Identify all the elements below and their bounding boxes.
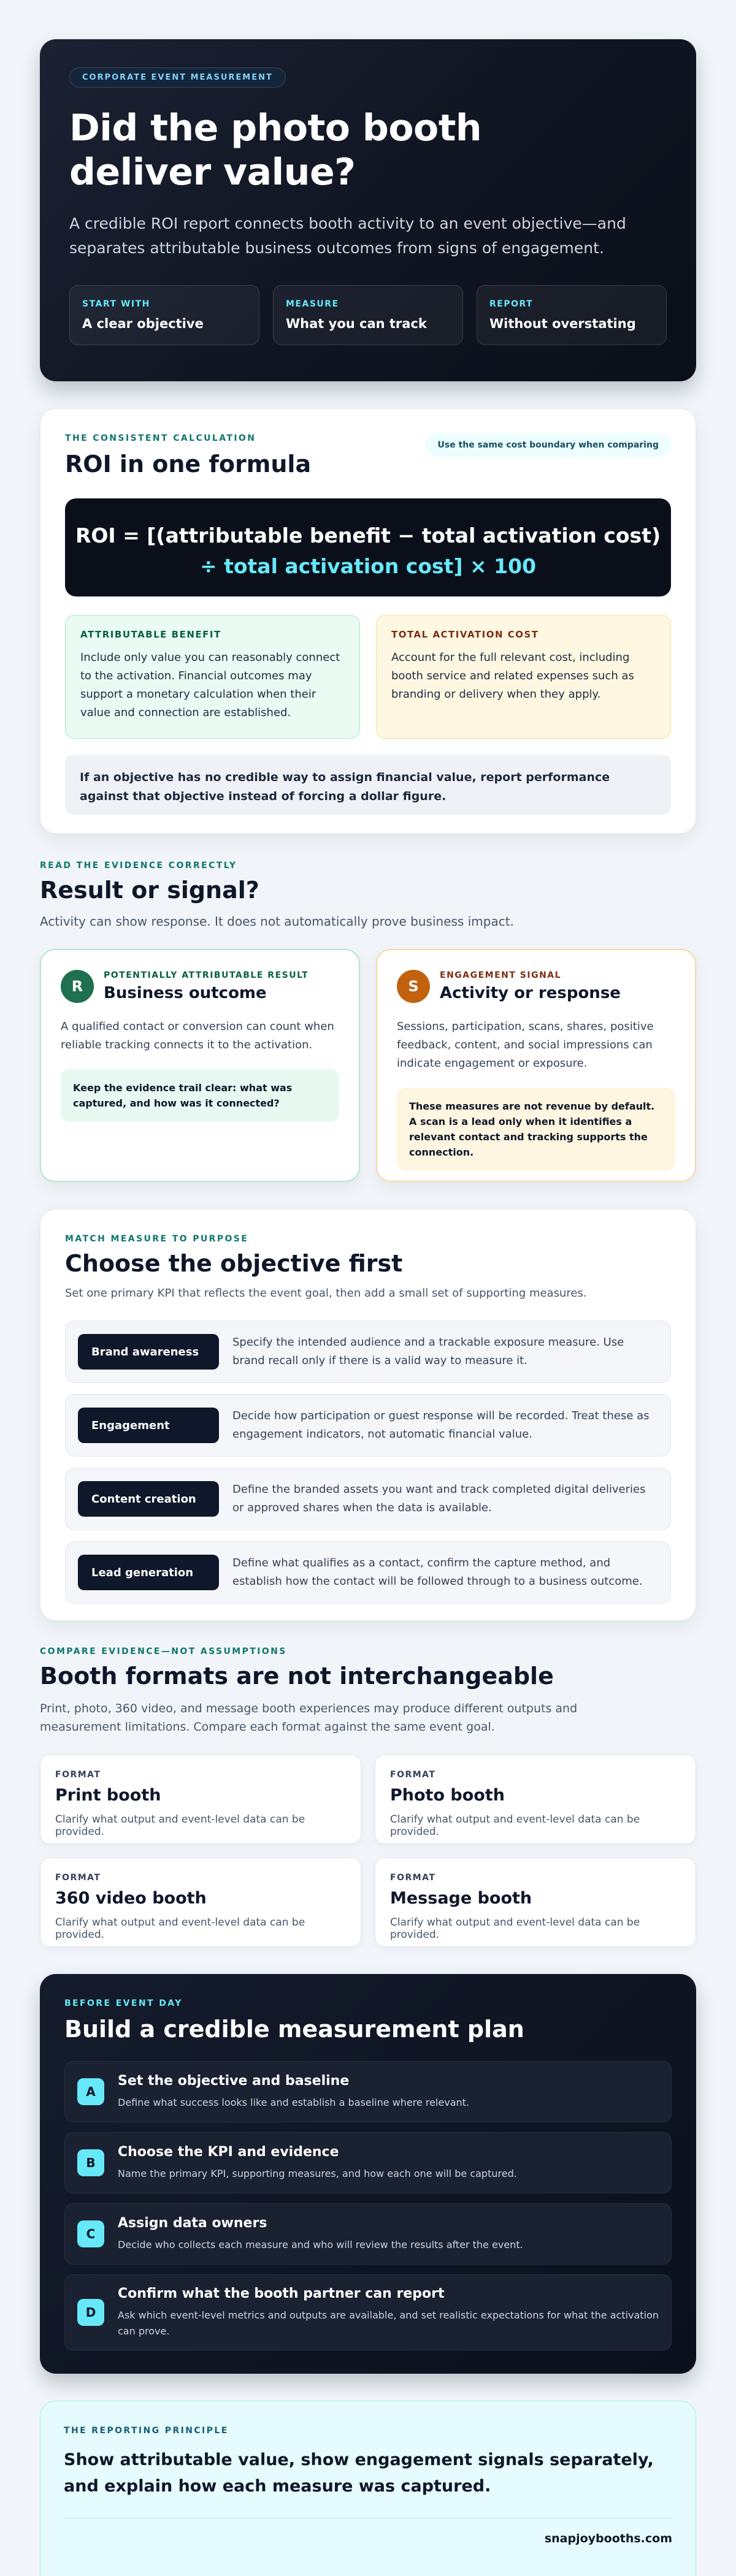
step-badge: D — [77, 2299, 104, 2326]
step-body — [118, 2144, 517, 2182]
card-title: Business outcome — [104, 984, 267, 1002]
format-name: Message booth — [390, 1889, 532, 1908]
signal-badge: S — [397, 970, 430, 1003]
card-title: Activity or response — [440, 984, 621, 1002]
step-description: Decide who collects each measure and who will review the results after the event. — [118, 2238, 523, 2250]
roi-note: If an objective has no credible way to assign financial value, report performance against that objective instead of forcing a dollar figure. — [65, 755, 671, 815]
step-body — [118, 2216, 523, 2253]
formats-grid — [40, 1755, 696, 1947]
hero-card-report — [477, 285, 667, 345]
principle-section — [40, 2401, 696, 2576]
brand-footer: snapjoybooths.com — [544, 2532, 672, 2545]
objective-row-engagement — [65, 1394, 671, 1457]
roi-boxes — [65, 615, 671, 739]
format-kicker: FORMAT — [55, 1873, 101, 1883]
step-body — [118, 2073, 469, 2111]
hero-card-value: A clear objective — [82, 316, 204, 331]
formats-section — [40, 1647, 696, 1947]
box-title: ATTRIBUTABLE BENEFIT — [80, 629, 221, 640]
formats-title: Booth formats are not interchangeable — [40, 1663, 554, 1690]
hero-subtitle: A credible ROI report connects booth activity to an event objective—and separates attributable business outcomes from signs of engagement. — [69, 215, 626, 257]
hero-card-key: MEASURE — [286, 299, 339, 309]
objective-label: Brand awareness — [78, 1334, 219, 1370]
formats-lead: Print, photo, 360 video, and message booth experiences may produce different outputs and measurement limitations. Compare each format against the same event goal. — [40, 1702, 578, 1734]
step-badge: B — [77, 2149, 104, 2176]
evidence-cards — [40, 949, 696, 1182]
objective-section — [40, 1209, 696, 1621]
card-header — [397, 970, 675, 1003]
card-callout: Keep the evidence trail clear: what was captured, and how was it connected? — [61, 1069, 339, 1122]
box-title: TOTAL ACTIVATION COST — [391, 629, 539, 640]
format-card-360-video — [40, 1858, 361, 1947]
hero-card-start — [69, 285, 259, 345]
step-badge: C — [77, 2220, 104, 2247]
card-text: Sessions, participation, scans, shares, positive feedback, content, and social impressions can indicate engagement or exposure. — [397, 1020, 654, 1070]
evidence-kicker: READ THE EVIDENCE CORRECTLY — [40, 861, 237, 871]
step-description: Define what success looks like and establish a baseline where relevant. — [118, 2096, 470, 2108]
objective-label: Content creation — [78, 1481, 219, 1517]
format-description: Clarify what output and event-level data can be provided. — [55, 1916, 305, 1941]
hero-card-key: START WITH — [82, 299, 150, 309]
step-badge: A — [77, 2078, 104, 2105]
formula-line-2: ÷ total activation cost] × 100 — [199, 554, 537, 578]
step-title: Assign data owners — [118, 2215, 267, 2231]
objective-lead: Set one primary KPI that reflects the event goal, then add a small set of supporting measures. — [65, 1287, 587, 1300]
format-description: Clarify what output and event-level data can be provided. — [390, 1916, 640, 1941]
hero-kicker: CORPORATE EVENT MEASUREMENT — [69, 67, 286, 88]
objective-description: Specify the intended audience and a trackable exposure measure. Use brand recall only if there is a valid way to measure it. — [232, 1336, 624, 1367]
plan-title: Build a credible measurement plan — [64, 2016, 524, 2043]
step-description: Name the primary KPI, supporting measures, and how each one will be captured. — [118, 2167, 517, 2179]
format-kicker: FORMAT — [55, 1770, 101, 1780]
hero-section — [40, 39, 696, 381]
objective-list — [65, 1320, 671, 1604]
result-badge: R — [61, 970, 94, 1003]
format-description: Clarify what output and event-level data can be provided. — [390, 1813, 640, 1838]
objective-row-content-creation — [65, 1468, 671, 1530]
step-description: Ask which event-level metrics and outputs are available, and set realistic expectations for what the activation can prove. — [118, 2309, 659, 2337]
box-text: Include only value you can reasonably connect to the activation. Financial outcomes may support a monetary calculation when their value and connection are established. — [80, 651, 340, 719]
format-kicker: FORMAT — [390, 1770, 436, 1780]
step-body — [118, 2286, 659, 2339]
box-text: Account for the full relevant cost, including booth service and related expenses such as branding or delivery when they apply. — [391, 651, 634, 701]
objective-description: Define the branded assets you want and track completed digital deliveries or approved shares when the data is available. — [232, 1483, 646, 1514]
step-title: Confirm what the booth partner can report — [118, 2285, 445, 2301]
format-description: Clarify what output and event-level data can be provided. — [55, 1813, 305, 1838]
principle-kicker: THE REPORTING PRINCIPLE — [64, 2426, 229, 2436]
format-card-print — [40, 1755, 361, 1844]
card-kicker: POTENTIALLY ATTRIBUTABLE RESULT — [104, 970, 309, 980]
format-card-message — [375, 1858, 696, 1947]
hero-card-value: Without overstating — [489, 316, 636, 331]
cost-boundary-pill: Use the same cost boundary when comparing — [426, 433, 672, 457]
formats-kicker: COMPARE EVIDENCE—NOT ASSUMPTIONS — [40, 1647, 287, 1656]
engagement-signal-card — [376, 949, 696, 1182]
roi-section — [40, 408, 696, 834]
format-name: Photo booth — [390, 1786, 505, 1805]
principle-statement: Show attributable value, show engagement signals separately, and explain how each measure was captured. — [64, 2450, 654, 2496]
plan-step-a — [64, 2061, 672, 2122]
card-header — [61, 970, 339, 1003]
hero-card-value: What you can track — [286, 316, 427, 331]
card-heading — [440, 970, 621, 1002]
plan-step-d — [64, 2274, 672, 2350]
card-kicker: ENGAGEMENT SIGNAL — [440, 970, 562, 980]
page-title: Did the photo booth deliver value? — [69, 107, 482, 194]
objective-description: Decide how participation or guest response will be recorded. Treat these as engagement indicators, not automatic financial value. — [232, 1409, 650, 1441]
business-outcome-card — [40, 949, 360, 1182]
objective-label: Engagement — [78, 1408, 219, 1443]
formula-line-1: ROI = [(attributable benefit − total activation cost) — [75, 524, 661, 547]
hero-card-key: REPORT — [489, 299, 534, 309]
objective-row-lead-generation — [65, 1541, 671, 1604]
format-name: 360 video booth — [55, 1889, 207, 1908]
hero-card-measure — [273, 285, 463, 345]
step-title: Set the objective and baseline — [118, 2073, 350, 2089]
format-card-photo — [375, 1755, 696, 1844]
plan-step-c — [64, 2203, 672, 2265]
objective-kicker: MATCH MEASURE TO PURPOSE — [65, 1234, 249, 1244]
plan-steps — [64, 2061, 672, 2350]
card-heading — [104, 970, 309, 1002]
roi-kicker: THE CONSISTENT CALCULATION — [65, 433, 256, 443]
attributable-benefit-box — [65, 615, 360, 739]
card-callout: These measures are not revenue by default. A scan is a lead only when it identifies a relevant contact and tracking supports the connection. — [397, 1088, 675, 1171]
total-cost-box — [376, 615, 671, 739]
objective-row-brand-awareness — [65, 1320, 671, 1383]
plan-kicker: BEFORE EVENT DAY — [64, 1999, 183, 2008]
plan-section — [40, 1974, 696, 2374]
roi-title: ROI in one formula — [65, 451, 312, 478]
evidence-title: Result or signal? — [40, 877, 259, 904]
format-kicker: FORMAT — [390, 1873, 436, 1883]
objective-description: Define what qualifies as a contact, confirm the capture method, and establish how the contact will be followed through to a business outcome. — [232, 1557, 643, 1588]
objective-label: Lead generation — [78, 1555, 219, 1590]
evidence-section — [40, 861, 696, 1182]
evidence-lead: Activity can show response. It does not automatically prove business impact. — [40, 914, 514, 929]
objective-title: Choose the objective first — [65, 1250, 403, 1277]
plan-step-b — [64, 2132, 672, 2193]
hero-cards — [69, 285, 667, 345]
format-name: Print booth — [55, 1786, 161, 1805]
roi-formula — [65, 498, 671, 596]
card-text: A qualified contact or conversion can count when reliable tracking connects it to the activation. — [61, 1020, 334, 1051]
step-title: Choose the KPI and evidence — [118, 2144, 339, 2160]
